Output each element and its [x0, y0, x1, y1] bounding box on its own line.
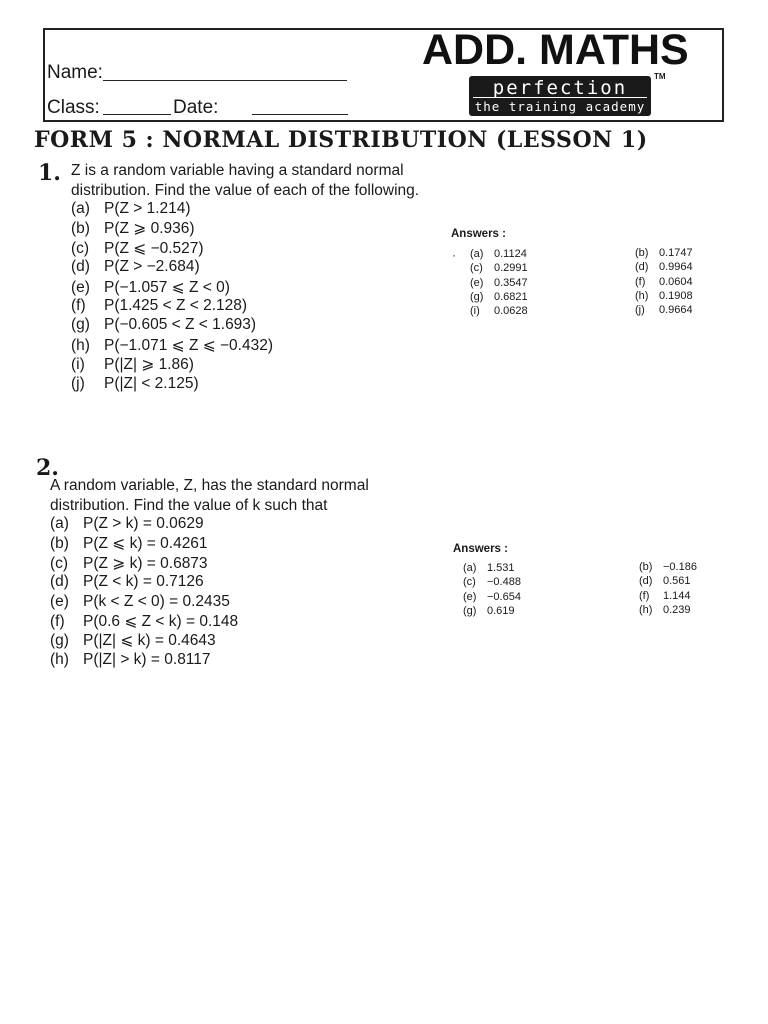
question-2-answer [639, 604, 697, 618]
question-1-answer [635, 247, 693, 261]
question-1-answer-label: (b) [635, 247, 649, 259]
question-2-part-expression: P(k < Z < 0) = 0.2435 [83, 592, 230, 610]
question-1-answer-label: (f) [635, 275, 646, 288]
name-field[interactable] [103, 80, 347, 81]
question-2-part [50, 631, 238, 650]
question-1-intro-line-1: Z is a random variable having a standard normal [71, 162, 404, 179]
question-2-part-expression: P(Z ⩾ k) = 0.6873 [83, 554, 208, 572]
question-2-intro-line-2: distribution. Find the value of k such that [50, 496, 328, 514]
question-2-answer-label: (e) [463, 590, 477, 603]
question-2-answer-value: 0.619 [487, 604, 515, 617]
question-2-answer-value: −0.488 [487, 576, 521, 589]
date-label: Date: [173, 97, 219, 118]
question-1-part-expression: P(−0.605 < Z < 1.693) [104, 316, 257, 334]
question-2-answer [463, 605, 521, 619]
question-2-answer-label: (h) [639, 603, 653, 616]
question-2-answer [639, 561, 697, 575]
question-2-answer-label: (b) [639, 561, 653, 573]
trademark-mark: TM [654, 72, 666, 81]
question-1-part [71, 278, 273, 297]
question-2-part-expression: P(|Z| > k) = 0.8117 [83, 650, 211, 668]
question-2-answer-label: (d) [639, 575, 653, 588]
question-2-part-label: (b) [50, 535, 69, 553]
question-1-answer-label: (g) [470, 290, 484, 303]
question-2-part [50, 651, 238, 670]
question-2-part-label: (f) [50, 612, 65, 630]
question-1-answer-value: 0.1124 [494, 248, 527, 260]
question-1-part [71, 239, 273, 258]
class-label: Class: [47, 97, 100, 118]
question-1-part [71, 355, 273, 374]
question-2-part [50, 554, 238, 573]
question-1-answer-value: 0.9664 [659, 304, 693, 317]
worksheet-title: FORM 5 : NORMAL DISTRIBUTION (LESSON 1) [34, 127, 648, 153]
question-2-part-label: (c) [50, 554, 69, 572]
question-2-answer-value: 1.531 [487, 562, 515, 574]
question-2-part-label: (d) [50, 573, 69, 591]
question-1-part-label: (h) [71, 336, 90, 354]
question-2-part-expression: P(Z < k) = 0.7126 [83, 573, 204, 591]
question-2-part-label: (h) [50, 650, 69, 668]
question-1-part-expression: P(1.425 < Z < 2.128) [104, 296, 248, 314]
question-1-part-expression: P(Z ⩾ 0.936) [104, 220, 195, 238]
question-1-part-label: (d) [71, 258, 90, 276]
question-2-parts [50, 515, 238, 670]
question-1-answer-value: 0.1747 [659, 247, 693, 259]
question-2-part-label: (g) [50, 632, 69, 650]
question-1-answer-label: (e) [470, 276, 484, 289]
question-1-answer-label: (j) [635, 304, 645, 317]
question-1-part-expression: P(|Z| ⩾ 1.86) [104, 356, 194, 374]
question-2-answer-value: 1.144 [663, 589, 691, 602]
question-1-part [71, 219, 273, 238]
question-1-part-expression: P(|Z| < 2.125) [104, 374, 199, 392]
brand-divider [473, 97, 647, 98]
question-1-answer-value: 0.3547 [494, 276, 528, 289]
question-2-answer [639, 590, 697, 604]
brand-title: ADD. MATHS [422, 26, 689, 74]
question-1-answers-heading: Answers : [451, 228, 506, 240]
brand-name: perfection [492, 77, 628, 99]
question-1-answers-right [635, 247, 693, 318]
question-1-part-expression: P(Z ⩽ −0.527) [104, 239, 204, 257]
question-1-answer-value: 0.9964 [659, 261, 693, 274]
question-2-part-expression: P(Z > k) = 0.0629 [83, 515, 204, 532]
question-2-intro [50, 476, 369, 515]
question-1-intro [71, 161, 419, 200]
question-2-answer-label: (c) [463, 576, 476, 589]
question-1-answer-label: (c) [470, 262, 483, 275]
question-1-part-label: (j) [71, 374, 85, 392]
question-1-answer-label: (h) [635, 289, 649, 302]
question-1-answer [470, 291, 528, 305]
question-2-part-label: (e) [50, 592, 69, 610]
question-1-intro-line-2: distribution. Find the value of each of the following. [71, 181, 420, 199]
question-2-number: 2. [36, 455, 59, 481]
question-1-answer-value: 0.0628 [494, 305, 528, 318]
question-1-part [71, 297, 273, 316]
question-2-part-label: (a) [50, 515, 69, 532]
question-1-answer [470, 262, 528, 276]
question-1-number: 1. [38, 160, 61, 186]
question-2-answer-label: (g) [463, 604, 477, 617]
question-2-part [50, 573, 238, 592]
question-1-part-expression: P(Z > 1.214) [104, 200, 191, 217]
question-1-part-expression: P(−1.071 ⩽ Z ⩽ −0.432) [104, 336, 274, 354]
question-1-part [71, 375, 273, 394]
question-1-part [71, 200, 273, 219]
question-1-answer [635, 290, 693, 304]
question-1-parts [71, 200, 273, 394]
question-2-answer [463, 591, 521, 605]
question-1-answer-value: 0.6821 [494, 290, 528, 303]
question-2-answer [639, 575, 697, 589]
question-1-part-expression: P(−1.057 ⩽ Z < 0) [104, 278, 230, 296]
class-field[interactable] [103, 114, 171, 115]
question-1-part-label: (a) [71, 200, 90, 217]
question-1-answer [470, 277, 528, 291]
question-2-part-expression: P(0.6 ⩽ Z < k) = 0.148 [83, 612, 239, 630]
question-2-answer-label: (f) [639, 589, 650, 602]
stray-dot: · [452, 248, 456, 262]
question-2-answer [463, 562, 521, 576]
question-2-answers-heading: Answers : [453, 543, 508, 555]
question-1-part-expression: P(Z > −2.684) [104, 258, 200, 276]
question-2-part [50, 593, 238, 612]
question-2-part [50, 515, 238, 534]
question-1-answer-label: (i) [470, 305, 480, 318]
date-field[interactable] [252, 114, 348, 115]
question-2-answer-value: 0.239 [663, 603, 691, 616]
question-1-answer [470, 248, 528, 262]
question-1-answer-value: 0.2991 [494, 262, 528, 275]
question-1-part-label: (f) [71, 296, 86, 314]
question-2-answer-label: (a) [463, 562, 477, 574]
question-1-part [71, 336, 273, 355]
question-2-intro-line-1: A random variable, Z, has the standard normal [50, 477, 369, 494]
question-2-part [50, 612, 238, 631]
question-1-part-label: (c) [71, 239, 90, 257]
name-label: Name: [47, 62, 103, 83]
question-1-answer [470, 305, 528, 319]
question-1-part-label: (b) [71, 220, 90, 238]
question-2-answer-value: 0.561 [663, 575, 691, 588]
brand-tagline: the training academy [474, 99, 646, 114]
question-2-answers-left [463, 562, 521, 619]
question-1-part [71, 316, 273, 335]
question-1-part-label: (e) [71, 278, 90, 296]
question-1-answer-label: (a) [470, 248, 484, 260]
question-1-answer-value: 0.0604 [659, 275, 693, 288]
question-1-answer [635, 304, 693, 318]
question-1-answers-left [470, 248, 528, 319]
question-1-part-label: (i) [71, 356, 85, 374]
question-2-part-expression: P(Z ⩽ k) = 0.4261 [83, 535, 208, 553]
question-2-answer-value: −0.186 [663, 561, 697, 573]
brand-logo [469, 76, 651, 116]
question-1-part [71, 258, 273, 277]
question-2-answer-value: −0.654 [487, 590, 521, 603]
question-2-answers-right [639, 561, 697, 618]
question-1-answer [635, 261, 693, 275]
question-1-answer-value: 0.1908 [659, 289, 693, 302]
question-2-answer [463, 576, 521, 590]
question-1-answer [635, 276, 693, 290]
question-1-answer-label: (d) [635, 261, 649, 274]
question-2-part-expression: P(|Z| ⩽ k) = 0.4643 [83, 632, 216, 650]
question-1-part-label: (g) [71, 316, 90, 334]
question-2-part [50, 534, 238, 553]
